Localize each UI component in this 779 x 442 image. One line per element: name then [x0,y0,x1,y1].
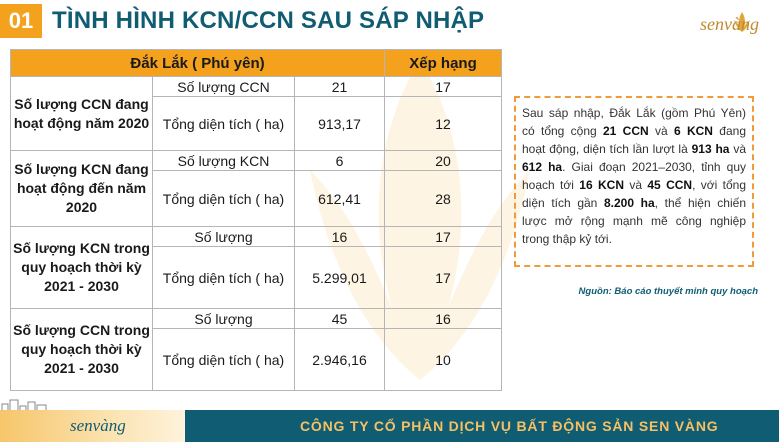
rank-cell: 12 [385,97,502,151]
table-row [11,151,502,171]
industrial-zone-table [10,49,502,391]
value-cell: 913,17 [295,97,385,151]
group-label: Số lượng CCN đang hoạt động năm 2020 [11,77,153,151]
summary-highlight: 21 CCN [603,124,649,138]
summary-text: và [729,142,746,156]
rank-cell: 17 [385,247,502,309]
summary-text: , thể hiện chiến lược mở rộng mạnh mẽ công nghiệp trong thập kỷ tới. [522,196,746,246]
rank-cell: 16 [385,309,502,329]
summary-highlight: 913 ha [691,142,730,156]
group-label: Số lượng KCN trong quy hoạch thời kỳ 2021 - 2030 [11,227,153,309]
metric-cell: Số lượng CCN [153,77,295,97]
summary-text: đang hoạt động, diện tích lần lượt là [522,124,746,156]
summary-highlight: 612 ha [522,160,563,174]
rank-cell: 28 [385,171,502,227]
page-title: TÌNH HÌNH KCN/CCN SAU SÁP NHẬP [52,7,485,34]
table-header-province: Đắk Lắk ( Phú yên) [11,50,385,77]
summary-text: và [623,178,648,192]
value-cell: 2.946,16 [295,329,385,391]
brand-logo [690,8,776,38]
summary-text: . Giai đoạn 2021–2030, tỉnh quy hoạch tới [522,160,746,192]
metric-cell: Tổng diện tích ( ha) [153,171,295,227]
summary-highlight: 6 KCN [673,124,713,138]
metric-cell: Số lượng [153,309,295,329]
rank-cell: 17 [385,227,502,247]
brand-wordmark: senvàng [700,14,759,34]
footer-brand-wordmark: senvàng [70,416,126,435]
rank-cell: 17 [385,77,502,97]
summary-highlight: 45 CCN [647,178,693,192]
metric-cell: Số lượng [153,227,295,247]
metric-cell: Số lượng KCN [153,151,295,171]
summary-text: , với tổng diện tích gần [522,178,747,210]
group-label: Số lượng KCN đang hoạt động đến năm 2020 [11,151,153,227]
group-label: Số lượng CCN trong quy hoạch thời kỳ 2021 - 2030 [11,309,153,391]
value-cell: 5.299,01 [295,247,385,309]
summary-text: Sau sáp nhập, Đắk Lắk (gồm Phú Yên) có tổng cộng [522,106,746,138]
footer-bar [0,410,779,442]
footer-logo [0,410,185,442]
summary-text: và [648,124,674,138]
metric-cell: Tổng diện tích ( ha) [153,329,295,391]
metric-cell: Tổng diện tích ( ha) [153,97,295,151]
metric-cell: Tổng diện tích ( ha) [153,247,295,309]
value-cell: 21 [295,77,385,97]
table-row [11,309,502,329]
summary-highlight: 8.200 ha [603,196,655,210]
value-cell: 16 [295,227,385,247]
table-header-rank: Xếp hạng [385,50,502,77]
company-name: CÔNG TY CỔ PHẦN DỊCH VỤ BẤT ĐỘNG SẢN SEN VÀNG [300,418,719,434]
rank-cell: 10 [385,329,502,391]
value-cell: 6 [295,151,385,171]
source-note: Nguồn: Báo cáo thuyết minh quy hoạch [578,286,758,297]
section-number: 01 [0,4,42,38]
value-cell: 612,41 [295,171,385,227]
summary-box [514,96,754,267]
value-cell: 45 [295,309,385,329]
table-row [11,227,502,247]
summary-highlight: 16 KCN [579,178,624,192]
table-row [11,77,502,97]
rank-cell: 20 [385,151,502,171]
